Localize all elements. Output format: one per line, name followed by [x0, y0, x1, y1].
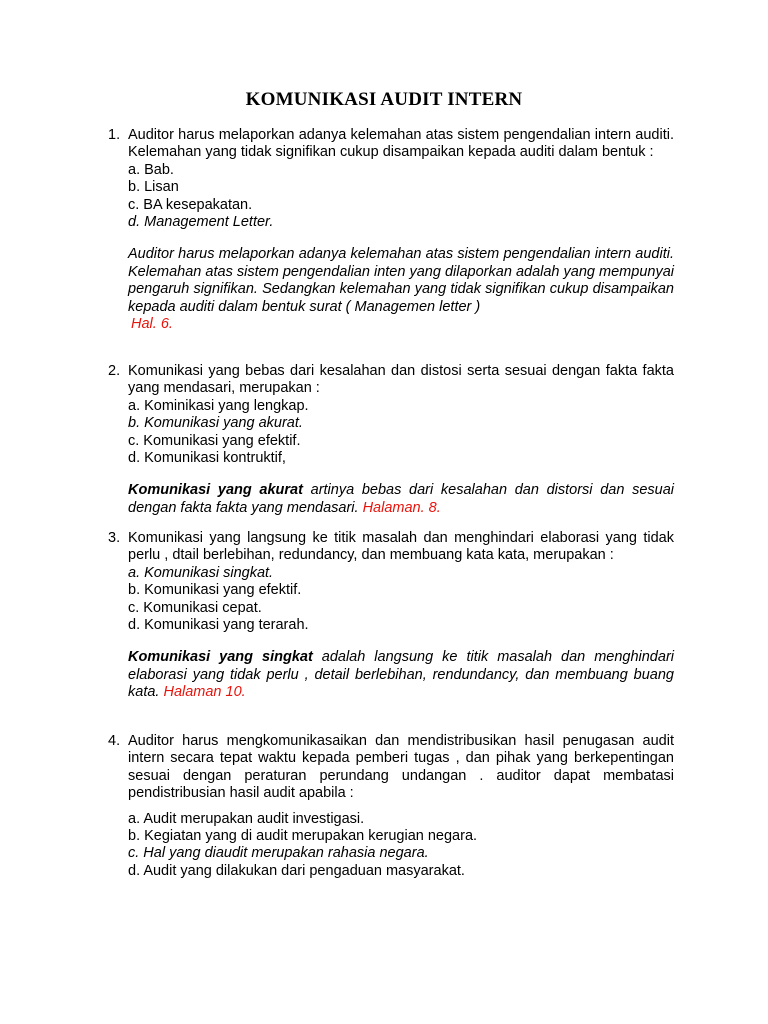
- question-body: [128, 363, 674, 517]
- option-b-answer: b. Komunikasi yang akurat.: [128, 415, 303, 432]
- document-title: KOMUNIKASI AUDIT INTERN: [245, 89, 523, 110]
- explanation-term: Komunikasi yang akurat: [128, 482, 303, 499]
- explanation-text: adalah langsung ke titik masalah dan menghindari elaborasi yang tidak perlu , detail berlebihan, rendundancy, dan membuang buang kata.: [128, 649, 674, 701]
- question-number: 2.: [108, 363, 121, 379]
- option-c: c. Komunikasi cepat.: [128, 599, 262, 616]
- explanation-term: Komunikasi yang singkat: [128, 649, 313, 666]
- question-text: Komunikasi yang langsung ke titik masalah dan menghindari elaborasi yang tidak perlu , dtail berlebihan, redundancy, dan membuang kata kata, merupakan :: [128, 530, 674, 564]
- page-reference: Hal. 6.: [131, 316, 173, 333]
- option-d-answer: d. Management Letter.: [128, 214, 274, 231]
- question-body: [128, 127, 674, 333]
- option-d: d. Audit yang dilakukan dari pengaduan masyarakat.: [128, 862, 465, 879]
- option-b: b. Komunikasi yang efektif.: [128, 582, 302, 599]
- question-body: [128, 733, 674, 880]
- question-text: Komunikasi yang bebas dari kesalahan dan distosi serta sesuai dengan fakta fakta yang mendasari, merupakan :: [128, 363, 674, 397]
- option-c: c. Komunikasi yang efektif.: [128, 432, 301, 449]
- question-number: 4.: [108, 733, 121, 749]
- option-a: a. Bab.: [128, 161, 174, 178]
- option-c: c. BA kesepakatan.: [128, 196, 253, 213]
- option-a: a. Kominikasi yang lengkap.: [128, 397, 309, 414]
- option-b: b. Lisan: [128, 179, 179, 196]
- answer-explanation: [128, 649, 674, 701]
- answer-explanation: [128, 246, 674, 333]
- option-c-answer: c. Hal yang diaudit merupakan rahasia negara.: [128, 845, 429, 862]
- option-d: d. Komunikasi yang terarah.: [128, 617, 309, 634]
- option-a: a. Audit merupakan audit investigasi.: [128, 810, 365, 827]
- answer-explanation: [128, 482, 674, 517]
- spacer: [128, 803, 674, 811]
- explanation-text: artinya bebas dari kesalahan dan distorsi dan sesuai dengan fakta fakta yang mendasari.: [128, 482, 674, 516]
- option-b: b. Kegiatan yang di audit merupakan kerugian negara.: [128, 828, 478, 845]
- question-text: Auditor harus melaporkan adanya kelemahan atas sistem pengendalian intern auditi. Kelemahan yang tidak signifikan cukup disampaikan kepada auditi dalam bentuk :: [128, 127, 674, 161]
- page-reference: Halaman. 8.: [362, 499, 441, 516]
- question-number: 1.: [108, 127, 121, 143]
- option-d: d. Komunikasi kontruktif,: [128, 450, 286, 467]
- question-number: 3.: [108, 530, 121, 546]
- question-text: Auditor harus mengkomunikasaikan dan mendistribusikan hasil penugasan audit intern secara tepat waktu kepada pemberi tugas , dan pihak yang berkepentingan sesuai dengan peraturan perundang undangan . auditor dapat membatasi pendistribusian hasil audit apabila :: [128, 733, 674, 802]
- page-reference: Halaman 10.: [163, 684, 246, 701]
- explanation-text: Auditor harus melaporkan adanya kelemahan atas sistem pengendalian intern auditi. Kelemahan atas sistem pengendalian inten yang dilaporkan adalah yang mempunyai pengaruh signifikan. Sedangkan kelemahan yang tidak signifikan cukup disampaikan kepada auditi dalam bentuk surat ( Managemen letter ): [128, 246, 674, 315]
- question-body: [128, 530, 674, 702]
- option-a-answer: a. Komunikasi singkat.: [128, 564, 274, 581]
